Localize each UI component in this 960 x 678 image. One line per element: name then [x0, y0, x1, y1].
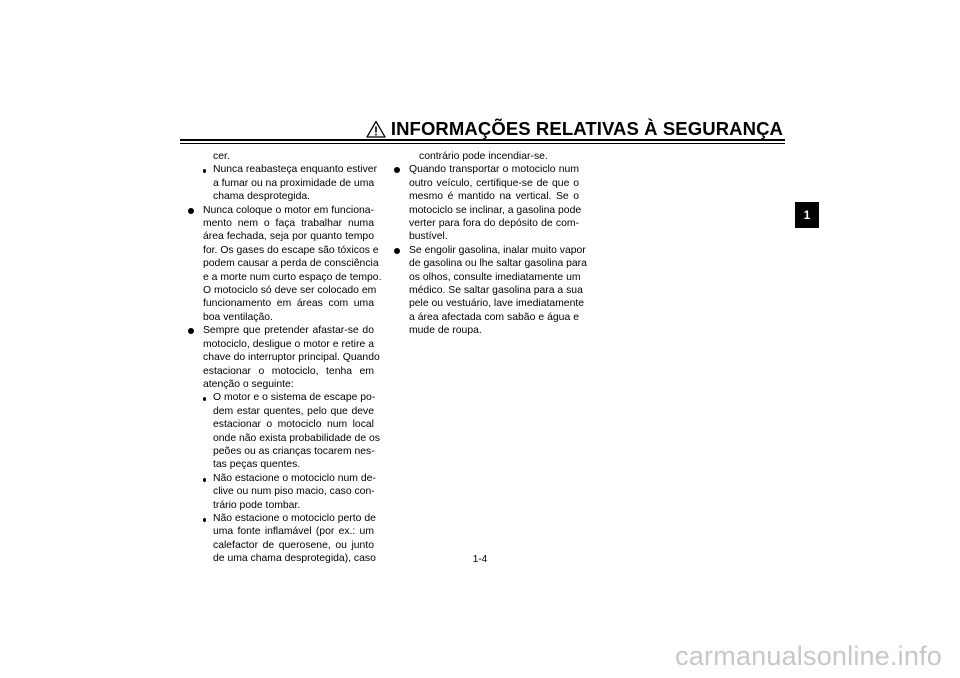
- text-line: médico. Se saltar gasolina para a sua: [409, 285, 583, 297]
- text-line: pele ou vestuário, lave imediatamente: [409, 298, 585, 310]
- text-line: funcionamento em áreas com uma: [203, 298, 374, 310]
- text-line: de gasolina ou lhe saltar gasolina para: [409, 258, 587, 270]
- sub-bullet-dot-icon: [203, 518, 206, 522]
- text-line: Se engolir gasolina, inalar muito vapor: [409, 244, 586, 256]
- text-line: podem causar a perda de consciência: [203, 258, 379, 270]
- text-line: mento nem o faça trabalhar numa: [203, 218, 374, 230]
- chapter-tab: 1: [795, 202, 819, 228]
- text-line: trário pode tombar.: [213, 499, 301, 511]
- text-line: Não estacione o motociclo num de-: [213, 472, 376, 484]
- text-line: calefactor de querosene, ou junto: [213, 539, 374, 551]
- sub-bullet-dot-icon: [203, 478, 206, 482]
- bullet-item: [187, 204, 382, 325]
- text-line: e a morte num curto espaço de tempo.: [203, 271, 382, 283]
- left-column: [187, 150, 382, 566]
- text-line: os olhos, consulte imediatamente um: [409, 271, 581, 283]
- bullet-item: [393, 163, 582, 243]
- text-line: a fumar ou na proximidade de uma: [213, 177, 375, 189]
- text-line: área fechada, seja por quanto tempo: [203, 231, 374, 243]
- text-line: mude de roupa.: [409, 325, 482, 337]
- text-line: bustível.: [409, 231, 448, 243]
- text-line: tas peças quentes.: [213, 459, 301, 471]
- sub-bullet-dot-icon: [203, 169, 206, 173]
- text-line: boa ventilação.: [203, 311, 273, 323]
- page-number: 1-4: [472, 554, 488, 565]
- bullet-dot-icon: [188, 328, 194, 334]
- text-line: cer.: [213, 151, 230, 162]
- sub-bullet-item: [187, 391, 380, 471]
- text-line: outro veículo, certifique-se de que o: [409, 177, 579, 189]
- text-line: atenção o seguinte:: [203, 378, 294, 390]
- header-rule-thin: [180, 143, 785, 144]
- text-line: motociclo, desligue o motor e retire a: [203, 338, 374, 350]
- text-line: clive ou num piso macio, caso con-: [213, 486, 375, 498]
- sub-bullet-item: [187, 472, 374, 512]
- text-line: Nunca coloque o motor em funciona-: [203, 204, 374, 216]
- text-line: a área afectada com sabão e água e: [409, 311, 579, 323]
- text-line: Não estacione o motociclo perto de: [213, 512, 376, 524]
- bullet-item: [187, 324, 380, 391]
- text-line: Sempre que pretender afastar-se do: [203, 325, 374, 337]
- watermark: carmanualsonline.info: [675, 641, 942, 671]
- page-title: [366, 118, 783, 140]
- text-line: Nunca reabasteça enquanto estiver: [213, 164, 378, 176]
- text-line: uma fonte inflamável (por ex.: um: [213, 526, 374, 538]
- text-line: Quando transportar o motociclo num: [409, 164, 579, 176]
- sub-bullet-dot-icon: [203, 397, 206, 401]
- text-line: chave do interruptor principal. Quando: [203, 352, 380, 364]
- text-line: onde não exista probabilidade de os: [213, 432, 380, 444]
- right-column: [393, 150, 587, 338]
- text-line: de uma chama desprotegida), caso: [213, 553, 376, 565]
- bullet-dot-icon: [394, 248, 400, 254]
- text-line: for. Os gases do escape são tóxicos e: [203, 244, 379, 256]
- text-line: verter para fora do depósito de com-: [409, 218, 579, 230]
- bullet-dot-icon: [394, 167, 400, 173]
- text-line: O motociclo só deve ser colocado em: [203, 285, 377, 297]
- text-line: estacionar o motociclo, tenha em: [203, 365, 374, 377]
- bullet-dot-icon: [188, 208, 194, 214]
- text-line: estacionar o motociclo num local: [213, 419, 374, 431]
- text-line: mesmo é mantido na vertical. Se o: [409, 191, 579, 203]
- warning-triangle-icon: [366, 120, 386, 138]
- bullet-item: [393, 244, 587, 338]
- sub-bullet-item: [187, 163, 378, 203]
- text-line: O motor e o sistema de escape po-: [213, 392, 376, 404]
- text-line: contrário pode incendiar-se.: [419, 151, 548, 162]
- text-line: chama desprotegida.: [213, 191, 311, 203]
- sub-bullet-item: [393, 150, 579, 163]
- text-line: motociclo se inclinar, a gasolina pode: [409, 204, 582, 216]
- page-title-text: INFORMAÇÕES RELATIVAS À SEGURANÇA: [390, 118, 783, 139]
- sub-bullet-item: [187, 150, 374, 163]
- text-line: peões ou as crianças tocarem nes-: [213, 445, 375, 457]
- text-line: dem estar quentes, pelo que deve: [213, 405, 374, 417]
- sub-bullet-item: [187, 512, 374, 566]
- header-rule-thick: [180, 139, 785, 141]
